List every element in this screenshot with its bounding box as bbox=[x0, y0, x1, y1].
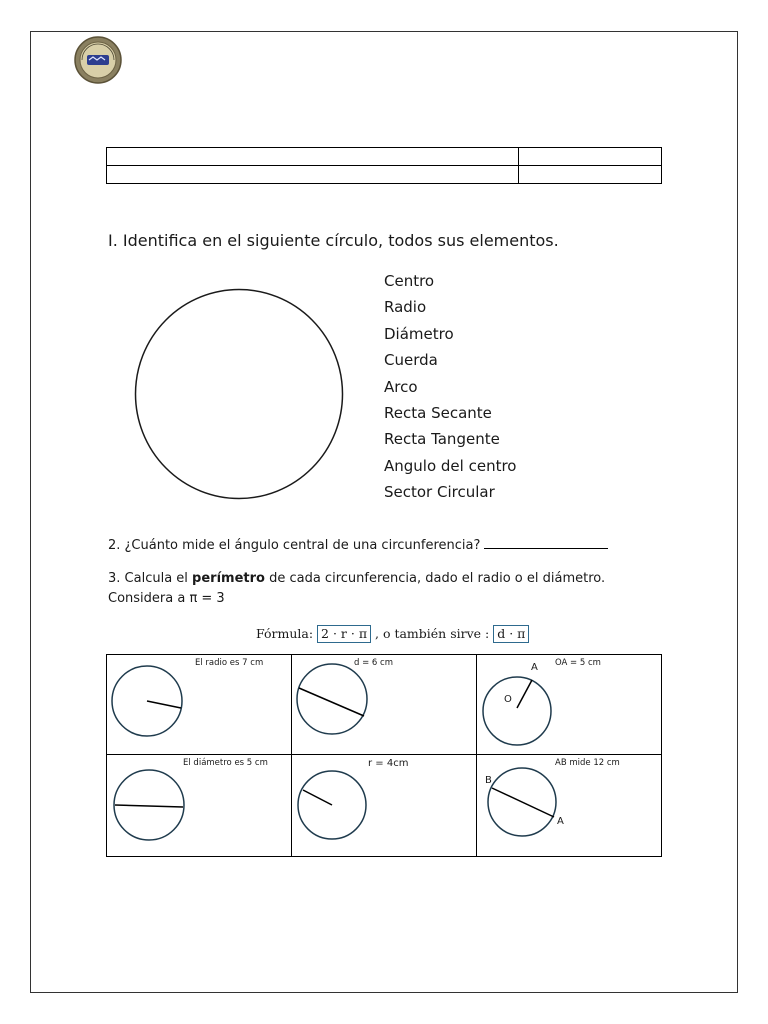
exercise-label: OA = 5 cm bbox=[555, 658, 601, 668]
element-item: Diámetro bbox=[384, 324, 454, 343]
point-label: B bbox=[485, 775, 492, 786]
exercise-cell bbox=[477, 655, 662, 755]
element-item: Centro bbox=[384, 272, 435, 290]
element-item: Radio bbox=[384, 298, 427, 317]
point-label: A bbox=[557, 816, 564, 827]
school-logo bbox=[74, 36, 122, 84]
question-3-bold: perímetro bbox=[192, 571, 265, 586]
question-3-suffix: de cada circunferencia, dado el radio o el diámetro. bbox=[264, 571, 606, 586]
answer-blank[interactable] bbox=[484, 536, 608, 549]
circle-elements-list bbox=[384, 268, 516, 506]
section-title: I. Identifica en el siguiente círculo, todos sus elementos. bbox=[108, 231, 559, 250]
name-field[interactable] bbox=[107, 148, 519, 166]
point-label: O bbox=[504, 694, 512, 705]
element-item: Angulo del centro bbox=[384, 456, 517, 475]
formula-box-2: d · π bbox=[493, 625, 529, 643]
date-field[interactable] bbox=[107, 166, 519, 184]
formula-line bbox=[256, 625, 529, 643]
element-item: Sector Circular bbox=[384, 483, 495, 502]
student-info-table bbox=[106, 147, 662, 184]
question-3 bbox=[108, 569, 648, 609]
exercise-cell bbox=[292, 755, 477, 857]
circle-diameter-figure bbox=[107, 755, 292, 857]
element-item: Cuerda bbox=[384, 351, 438, 370]
circle-radius-figure bbox=[107, 655, 292, 755]
point-label: A bbox=[531, 662, 538, 673]
exercise-label: El radio es 7 cm bbox=[195, 658, 264, 668]
formula-box-1: 2 · r · π bbox=[317, 625, 371, 643]
exercise-cell bbox=[107, 755, 292, 857]
exercise-label: r = 4cm bbox=[368, 758, 409, 769]
formula-label: Fórmula: bbox=[256, 626, 314, 641]
circle-segment-figure bbox=[477, 655, 662, 755]
question-2 bbox=[108, 536, 608, 553]
exercise-label: d = 6 cm bbox=[354, 658, 393, 668]
exercise-cell bbox=[107, 655, 292, 755]
circle-diameter-figure bbox=[292, 655, 477, 755]
exercise-cell bbox=[292, 655, 477, 755]
course-field[interactable] bbox=[519, 148, 662, 166]
circle-radius-figure bbox=[292, 755, 477, 857]
circle-chord-figure bbox=[477, 755, 662, 857]
element-item: Recta Secante bbox=[384, 403, 492, 422]
exercise-label: AB mide 12 cm bbox=[555, 758, 620, 768]
main-circle bbox=[134, 288, 344, 500]
question-3-line2: Considera a π = 3 bbox=[108, 591, 225, 606]
exercise-grid bbox=[106, 654, 662, 857]
question-3-prefix: 3. Calcula el bbox=[108, 571, 193, 586]
element-item: Recta Tangente bbox=[384, 430, 500, 449]
exercise-label: El diámetro es 5 cm bbox=[183, 758, 268, 768]
question-2-text: 2. ¿Cuánto mide el ángulo central de una circunferencia? bbox=[108, 538, 481, 553]
exercise-cell bbox=[477, 755, 662, 857]
element-item: Arco bbox=[384, 377, 418, 396]
formula-middle: , o también sirve : bbox=[371, 626, 494, 641]
score-field[interactable] bbox=[519, 166, 662, 184]
